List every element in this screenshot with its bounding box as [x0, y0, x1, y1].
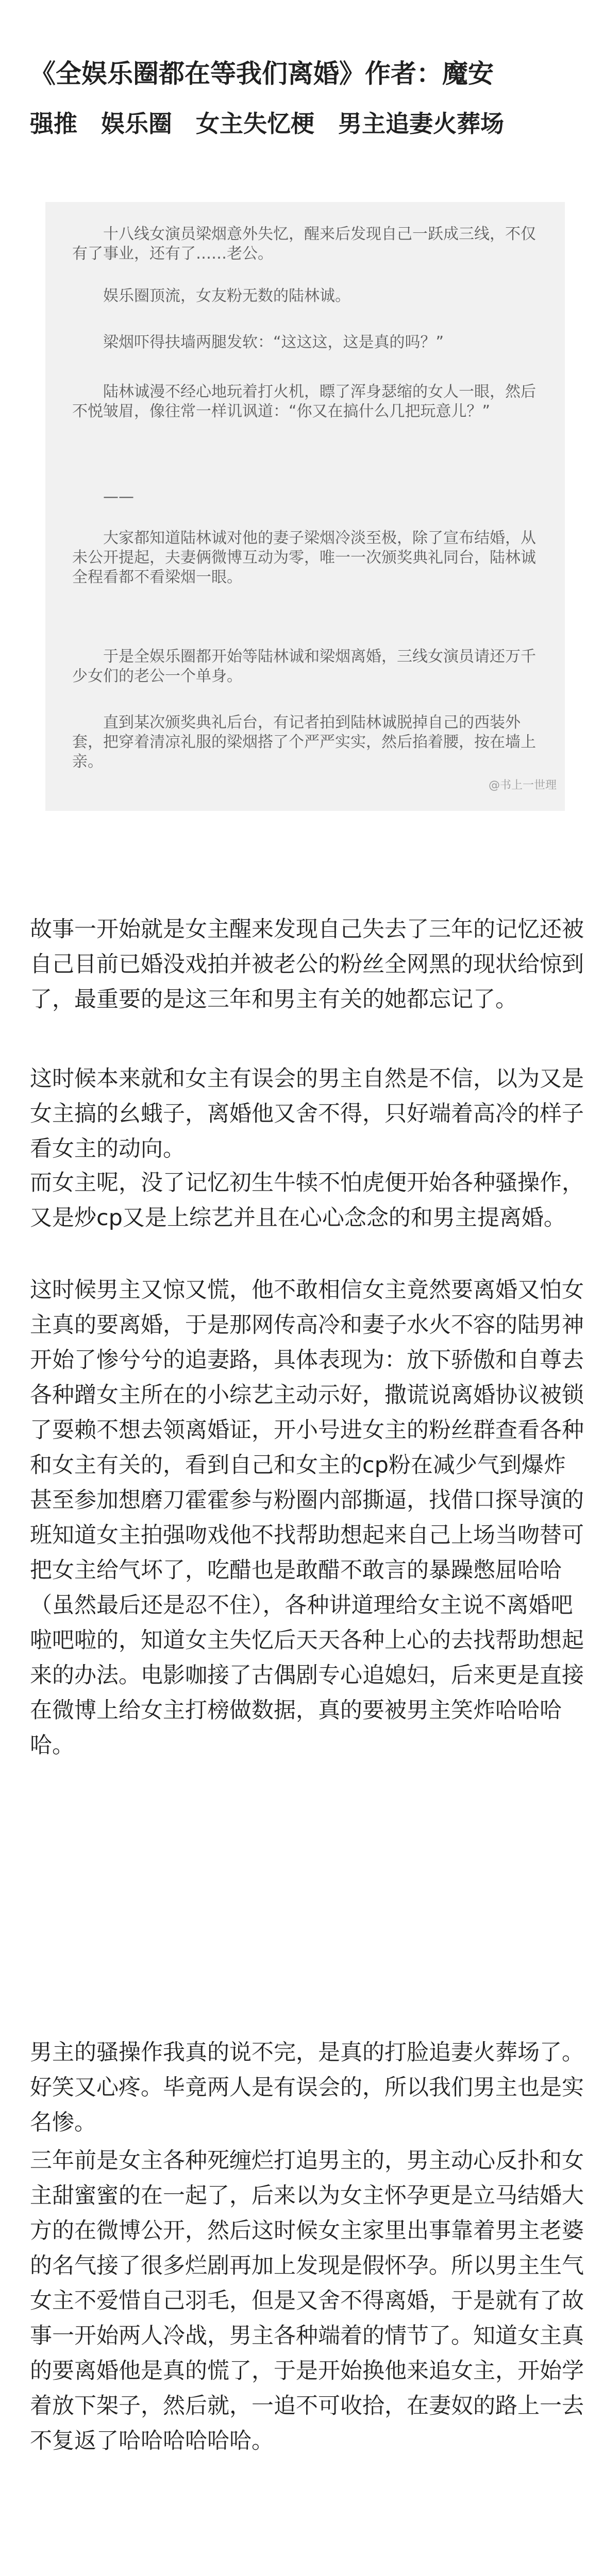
tag: 强推 — [30, 110, 77, 138]
body-paragraph: 这时候男主又惊又慌，他不敢相信女主竟然要离婚又怕女主真的要离婚，于是那网传高冷和妻子水火不容的陆男神开始了惨兮兮的追妻路，具体表现为：放下骄傲和自尊去各种蹭女主所在的小综艺主动示好，撒谎说离婚协议被锁了耍赖不想去领离婚证，开小号进女主的粉丝群查看各种和女主有关的，看到自己和女主的cp粉在减少气到爆炸甚至参加想磨刀霍霍参与粉圈内部撕逼，找借口探导演的班知道女主拍强吻戏他不找帮助想起来自己上场当吻替可把女主给气坏了，吃醋也是敢醋不敢言的暴躁憋屈哈哈（虽然最后还是忍不住），各种讲道理给女主说不离婚吧啦吧啦的，知道女主失忆后天天各种上心的去找帮助想起来的办法。电影咖接了古偶剧专心追媳妇，后来更是直接在微博上给女主打榜做数据，真的要被男主笑炸哈哈哈哈。 — [30, 1277, 584, 1758]
excerpt-paragraph: 十八线女演员梁烟意外失忆，醒来后发现自己一跃成三线，不仅有了事业，还有了……老公。 — [72, 225, 536, 263]
excerpt-paragraph: 陆林诚漫不经心地玩着打火机，瞟了浑身瑟缩的女人一眼，然后不悦皱眉，像往常一样讥讽道：“你又在搞什么几把玩意儿？” — [72, 383, 536, 420]
excerpt-image — [45, 202, 565, 811]
tag: 娱乐圈 — [101, 110, 173, 138]
tag-list — [30, 107, 576, 140]
excerpt-paragraph: 娱乐圈顶流，女友粉无数的陆林诚。 — [103, 287, 350, 305]
excerpt-paragraph: 梁烟吓得扶墙两腿发软：“这这这，这是真的吗？” — [103, 333, 444, 351]
page-title: 《全娱乐圈都在等我们离婚》作者：魔安 — [30, 59, 494, 89]
body-paragraph: 而女主呢，没了记忆初生牛犊不怕虎便开始各种骚操作，又是炒cp又是上综艺并且在心心念念的和男主提离婚。 — [30, 1170, 584, 1231]
tag: 女主失忆梗 — [196, 110, 315, 138]
tag: 男主追妻火葬场 — [338, 110, 505, 138]
body-paragraph: 故事一开始就是女主醒来发现自己失去了三年的记忆还被自己目前已婚没戏拍并被老公的粉丝全网黑的现状给惊到了，最重要的是这三年和男主有关的她都忘记了。 — [30, 917, 584, 1012]
excerpt-separator: —— — [103, 488, 134, 506]
body-paragraph: 这时候本来就和女主有误会的男主自然是不信，以为又是女主搞的幺蛾子，离婚他又舍不得，只好端着高冷的样子看女主的动向。 — [30, 1066, 584, 1162]
body-paragraph: 男主的骚操作我真的说不完，是真的打脸追妻火葬场了。好笑又心疼。毕竟两人是有误会的，所以我们男主也是实名惨。 — [30, 2040, 584, 2136]
excerpt-paragraph: 大家都知道陆林诚对他的妻子梁烟冷淡至极，除了宣布结婚，从未公开提起，夫妻俩微博互动为零，唯一一次颁奖典礼同台，陆林诚全程看都不看梁烟一眼。 — [72, 529, 536, 586]
excerpt-paragraph: 于是全娱乐圈都开始等陆林诚和梁烟离婚，三线女演员请还万千少女们的老公一个单身。 — [72, 648, 536, 685]
excerpt-paragraph: 直到某次颁奖典礼后台，有记者拍到陆林诚脱掉自己的西装外套，把穿着清凉礼服的梁烟搭了个严严实实，然后掐着腰，按在墙上亲。 — [72, 714, 536, 771]
body-paragraph: 三年前是女主各种死缠烂打追男主的，男主动心反扑和女主甜蜜蜜的在一起了，后来以为女主怀孕更是立马结婚大方的在微博公开，然后这时候女主家里出事靠着男主老婆的名气接了很多烂剧再加上发现是假怀孕。所以男主生气女主不爱惜自己羽毛，但是又舍不得离婚，于是就有了故事一开始两人冷战，男主各种端着的情节了。知道女主真的要离婚他是真的慌了，于是开始换他来追女主，开始学着放下架子，然后就，一追不可收拾，在妻奴的路上一去不复返了哈哈哈哈哈哈。 — [30, 2148, 584, 2454]
watermark: @书上一世理 — [488, 779, 557, 792]
